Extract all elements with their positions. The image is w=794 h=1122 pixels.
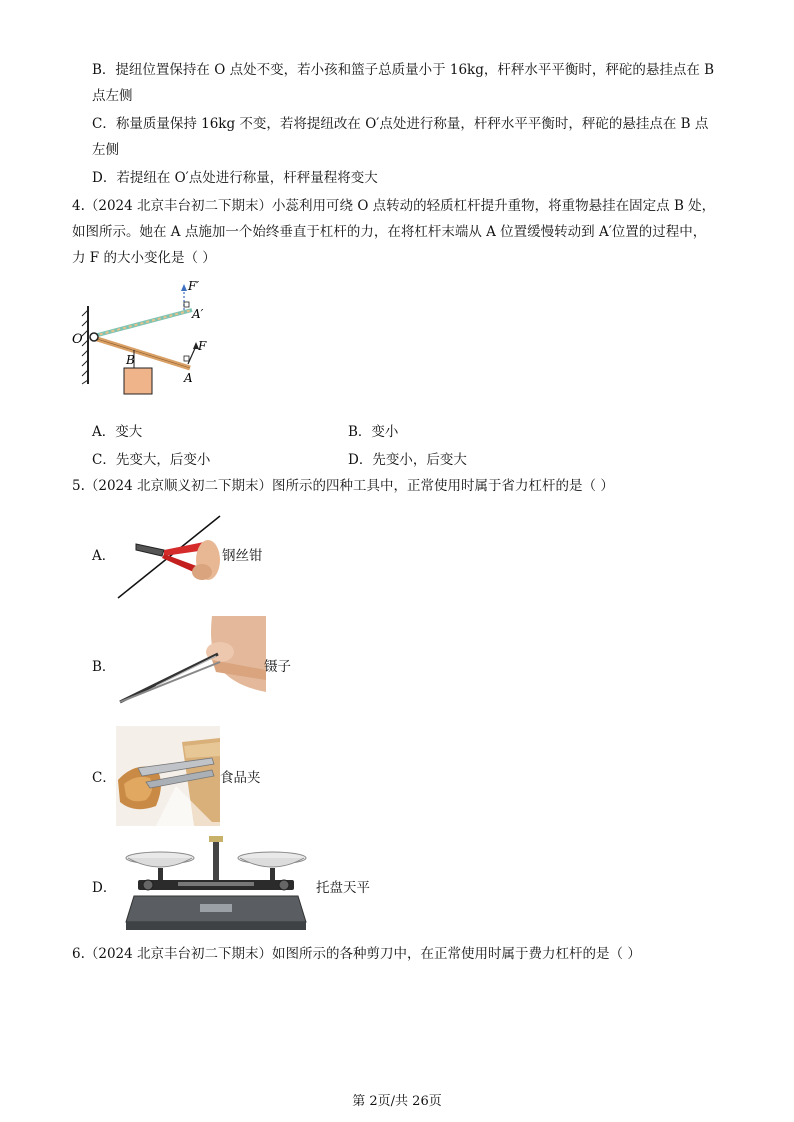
q3-option-c-line2: 左侧 bbox=[92, 142, 119, 158]
q4-stem-line1: 4.（2024 北京丰台初二下期末）小蕊利用可绕 O 点转动的轻质杠杆提升重物，将重物悬挂在固定点 B 处， bbox=[72, 198, 716, 214]
q5-option-a-label: 钢丝钳 bbox=[222, 548, 263, 564]
q4-stem-line3: 力 F 的大小变化是（ ） bbox=[72, 250, 216, 266]
q5-option-b-letter: B． bbox=[92, 659, 116, 675]
q4-option-b: B．变小 bbox=[348, 424, 399, 440]
label-f-prime: F′ bbox=[188, 279, 200, 293]
q5-option-d-letter: D． bbox=[92, 880, 117, 896]
label-f: F bbox=[198, 339, 207, 353]
q4-option-d: D．先变小，后变大 bbox=[348, 452, 467, 468]
q4-option-a: A．变大 bbox=[92, 424, 143, 440]
label-o: O bbox=[72, 332, 83, 347]
food-tongs-photo bbox=[116, 726, 220, 826]
lever-diagram bbox=[66, 276, 226, 416]
q5-stem: 5.（2024 北京顺义初二下期末）图所示的四种工具中，正常使用时属于省力杠杆的是（ ） bbox=[72, 478, 614, 494]
q6-stem: 6.（2024 北京丰台初二下期末）如图所示的各种剪刀中，在正常使用时属于费力杠杆的是（ ） bbox=[72, 946, 641, 962]
label-a-prime: A′ bbox=[192, 307, 204, 321]
q5-option-c-letter: C． bbox=[92, 770, 116, 786]
pliers-photo bbox=[116, 514, 222, 600]
q5-option-a-letter: A． bbox=[92, 548, 116, 564]
q4-option-c: C．先变大，后变小 bbox=[92, 452, 211, 468]
balance-scale-photo bbox=[118, 836, 314, 932]
tweezers-photo bbox=[116, 616, 266, 708]
q5-option-d-label: 托盘天平 bbox=[316, 880, 370, 896]
q3-option-b-line1: B．提纽位置保持在 O 点处不变，若小孩和篮子总质量小于 16kg，杆秤水平平衡时，秤砣的悬挂点在 B bbox=[92, 62, 715, 78]
q3-option-b-line2: 点左侧 bbox=[92, 88, 133, 104]
q5-option-b-label: 镊子 bbox=[264, 659, 291, 675]
page-number-footer: 第 2页/共 26页 bbox=[352, 1094, 442, 1109]
q4-stem-line2: 如图所示。她在 A 点施加一个始终垂直于杠杆的力，在将杠杆末端从 A 位置缓慢转动到 A′位置的过程中， bbox=[72, 224, 707, 240]
weight-block bbox=[124, 368, 152, 394]
label-a: A bbox=[184, 371, 193, 385]
q3-option-d: D．若提纽在 O′点处进行称量，杆秤量程将变大 bbox=[92, 170, 378, 186]
q3-option-c-line1: C．称量质量保持 16kg 不变，若将提纽改在 O′点处进行称量，杆秤水平平衡时，秤砣的悬挂点在 B 点 bbox=[92, 116, 709, 132]
label-b: B bbox=[126, 353, 135, 367]
q5-option-c-label: 食品夹 bbox=[220, 770, 261, 786]
pivot-o bbox=[90, 333, 98, 341]
